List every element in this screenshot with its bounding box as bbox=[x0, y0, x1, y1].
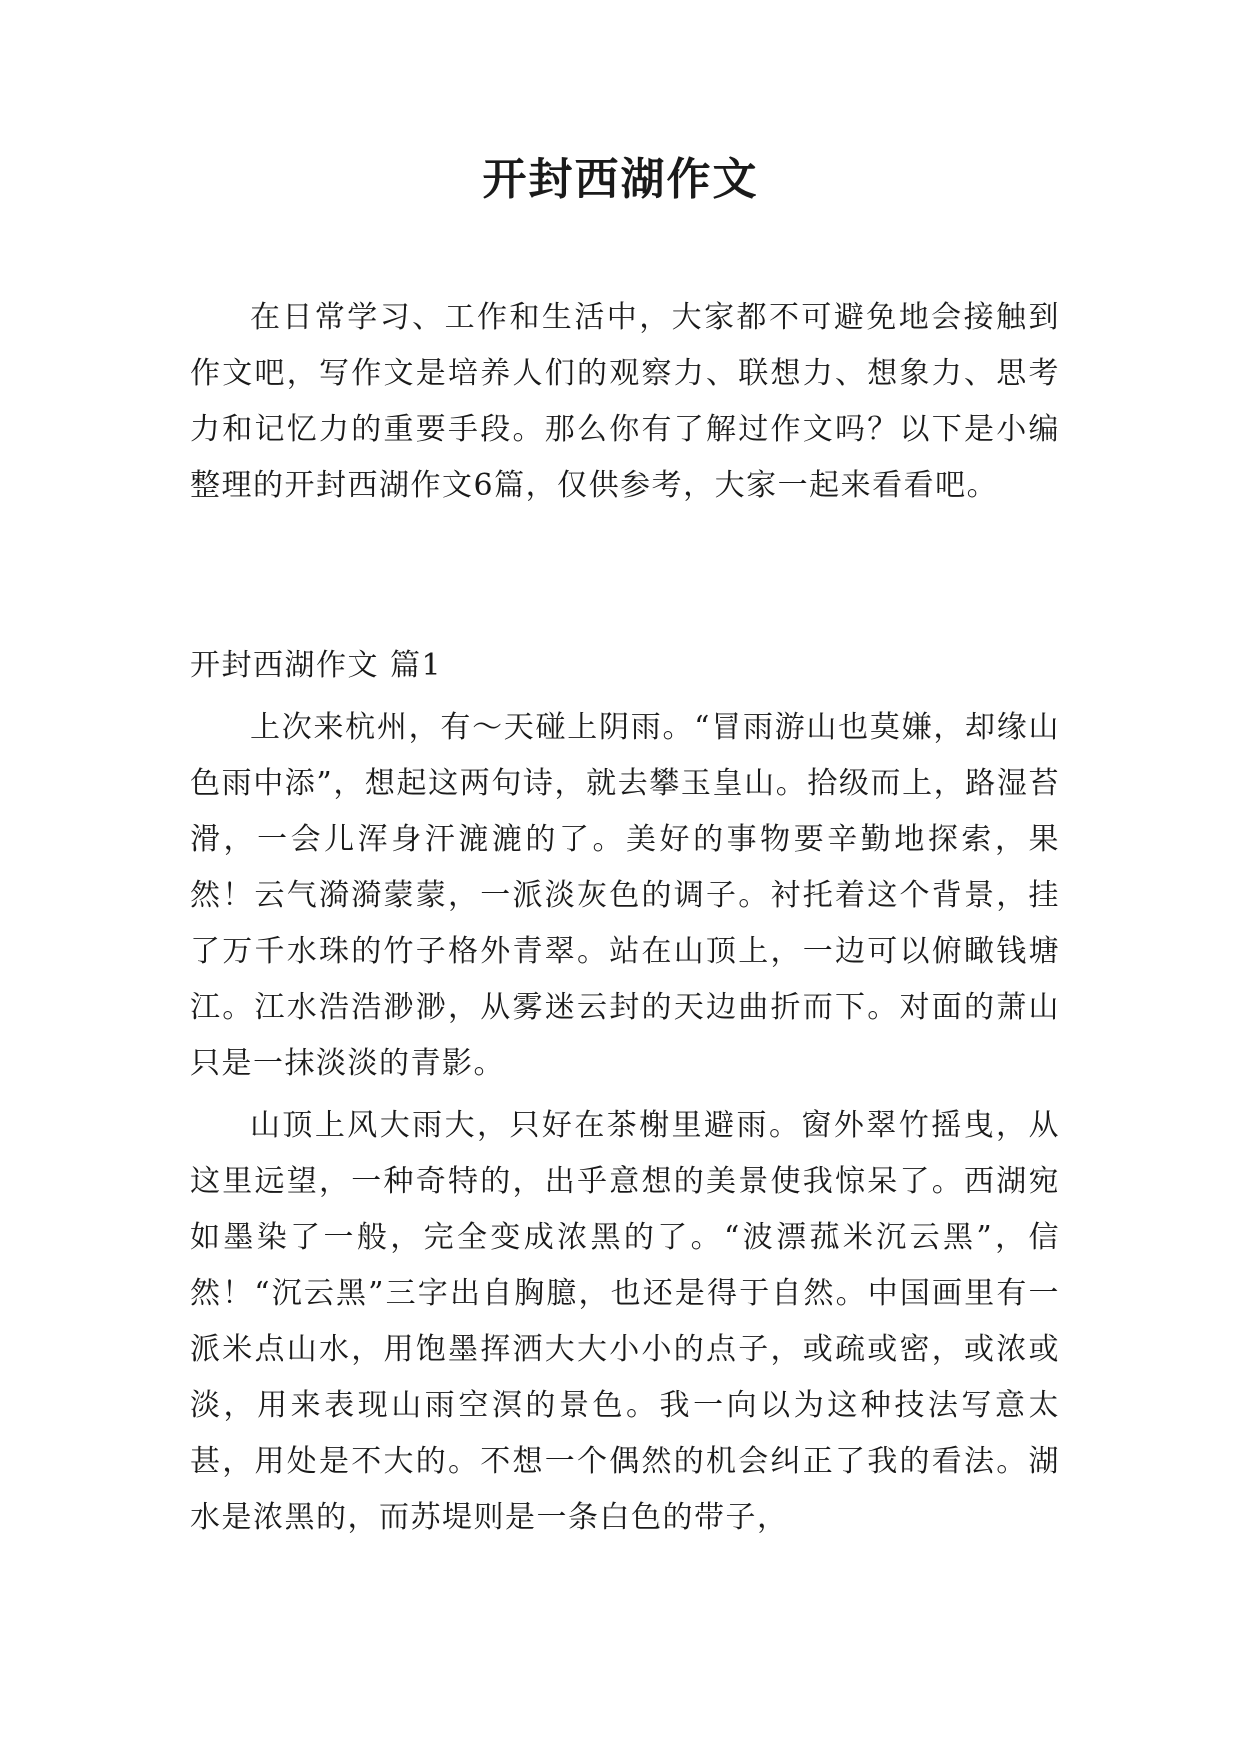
section-paragraph: 上次来杭州，有～天碰上阴雨。“冒雨游山也莫嫌，却缘山色雨中添”，想起这两句诗，就去攀玉皇山。拾级而上，路湿苔滑，一会儿浑身汗漉漉的了。美好的事物要辛勤地探索，果然！云气漪漪蒙蒙，一派淡灰色的调子。衬托着这个背景，挂了万千水珠的竹子格外青翠。站在山顶上，一边可以俯瞰钱塘江。江水浩浩渺渺，从雾迷云封的天边曲折而下。对面的萧山只是一抹淡淡的青影。 bbox=[190, 710, 1060, 1081]
section-1 bbox=[190, 638, 1060, 1546]
section-paragraph: 山顶上风大雨大，只好在茶榭里避雨。窗外翠竹摇曳，从这里远望，一种奇特的，出乎意想的美景使我惊呆了。西湖宛如墨染了一般，完全变成浓黑的了。“波漂菰米沉云黑”，信然！“沉云黑”三字出自胸臆，也还是得于自然。中国画里有一派米点山水，用饱墨挥洒大大小小的点子，或疏或密，或浓或淡，用来表现山雨空溟的景色。我一向以为这种技法写意太甚，用处是不大的。不想一个偶然的机会纠正了我的看法。湖水是浓黑的，而苏堤则是一条白色的带子， bbox=[190, 1108, 1060, 1535]
intro-paragraph: 在日常学习、工作和生活中，大家都不可避免地会接触到作文吧，写作文是培养人们的观察力、联想力、想象力、思考力和记忆力的重要手段。那么你有了解过作文吗？以下是小编整理的开封西湖作文6篇，仅供参考，大家一起来看看吧。 bbox=[190, 300, 1060, 503]
section-heading: 开封西湖作文 篇1 bbox=[190, 648, 443, 683]
intro-block bbox=[190, 290, 1060, 514]
document-title: 开封西湖作文 bbox=[482, 154, 759, 205]
